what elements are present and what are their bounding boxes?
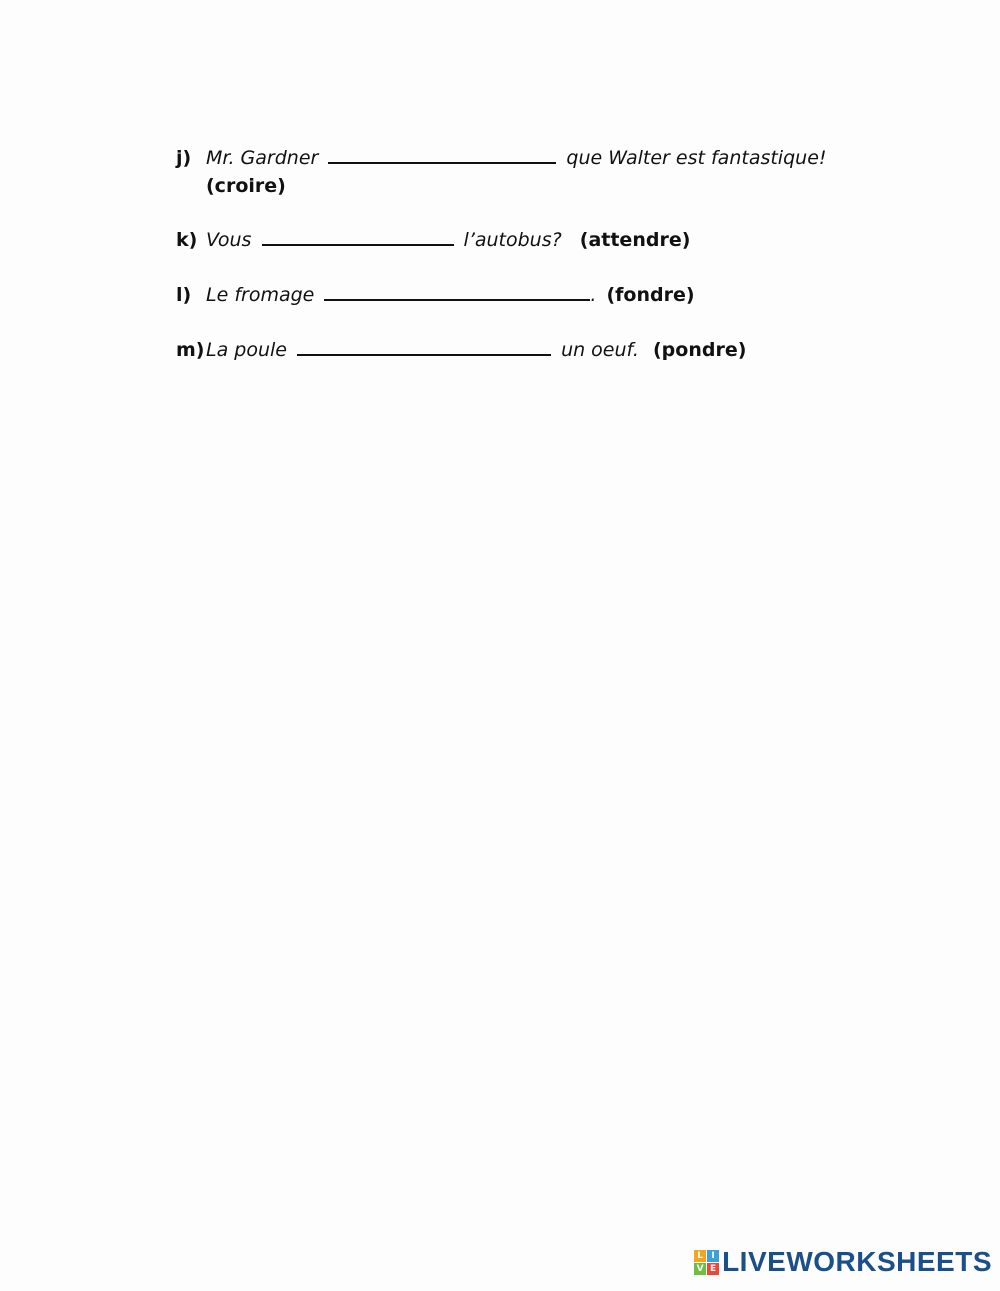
logo-mark-icon [694, 1250, 719, 1275]
sentence-end: . [590, 284, 597, 306]
verb-hint: (pondre) [652, 339, 747, 361]
exercise-l [176, 281, 836, 309]
exercise-j [176, 144, 836, 204]
sentence [206, 226, 690, 254]
exercise-k [176, 226, 836, 254]
sentence-end: l’autobus? [463, 229, 562, 251]
exercise-letter: m) [176, 339, 205, 361]
sentence-start: Le fromage [206, 284, 315, 306]
logo-text: LIVEWORKSHEETS [722, 1246, 992, 1277]
logo-tile: L [694, 1250, 706, 1262]
answer-blank-k[interactable] [262, 226, 454, 246]
answer-blank-l[interactable] [324, 281, 590, 301]
verb-hint: (croire) [206, 175, 286, 197]
verb-hint: (fondre) [606, 284, 695, 306]
logo-tile: V [694, 1263, 706, 1275]
logo-tile: E [707, 1263, 719, 1275]
exercise-letter: k) [176, 229, 198, 251]
exercise-letter: l) [176, 284, 192, 306]
sentence-end: un oeuf. [561, 339, 639, 361]
answer-blank-m[interactable] [297, 336, 551, 356]
sentence [206, 281, 695, 309]
sentence [206, 336, 746, 364]
exercise-letter: j) [176, 147, 192, 169]
answer-blank-j[interactable] [328, 144, 556, 164]
sentence-start: Vous [206, 229, 252, 251]
exercise-m [176, 336, 836, 364]
logo-tile: I [707, 1250, 719, 1262]
verb-hint: (attendre) [579, 229, 691, 251]
sentence-start: La poule [206, 339, 287, 361]
sentence-end: que Walter est fantastique! [566, 147, 827, 169]
sentence [206, 144, 827, 172]
liveworksheets-logo [694, 1247, 992, 1277]
sentence-start: Mr. Gardner [206, 147, 319, 169]
